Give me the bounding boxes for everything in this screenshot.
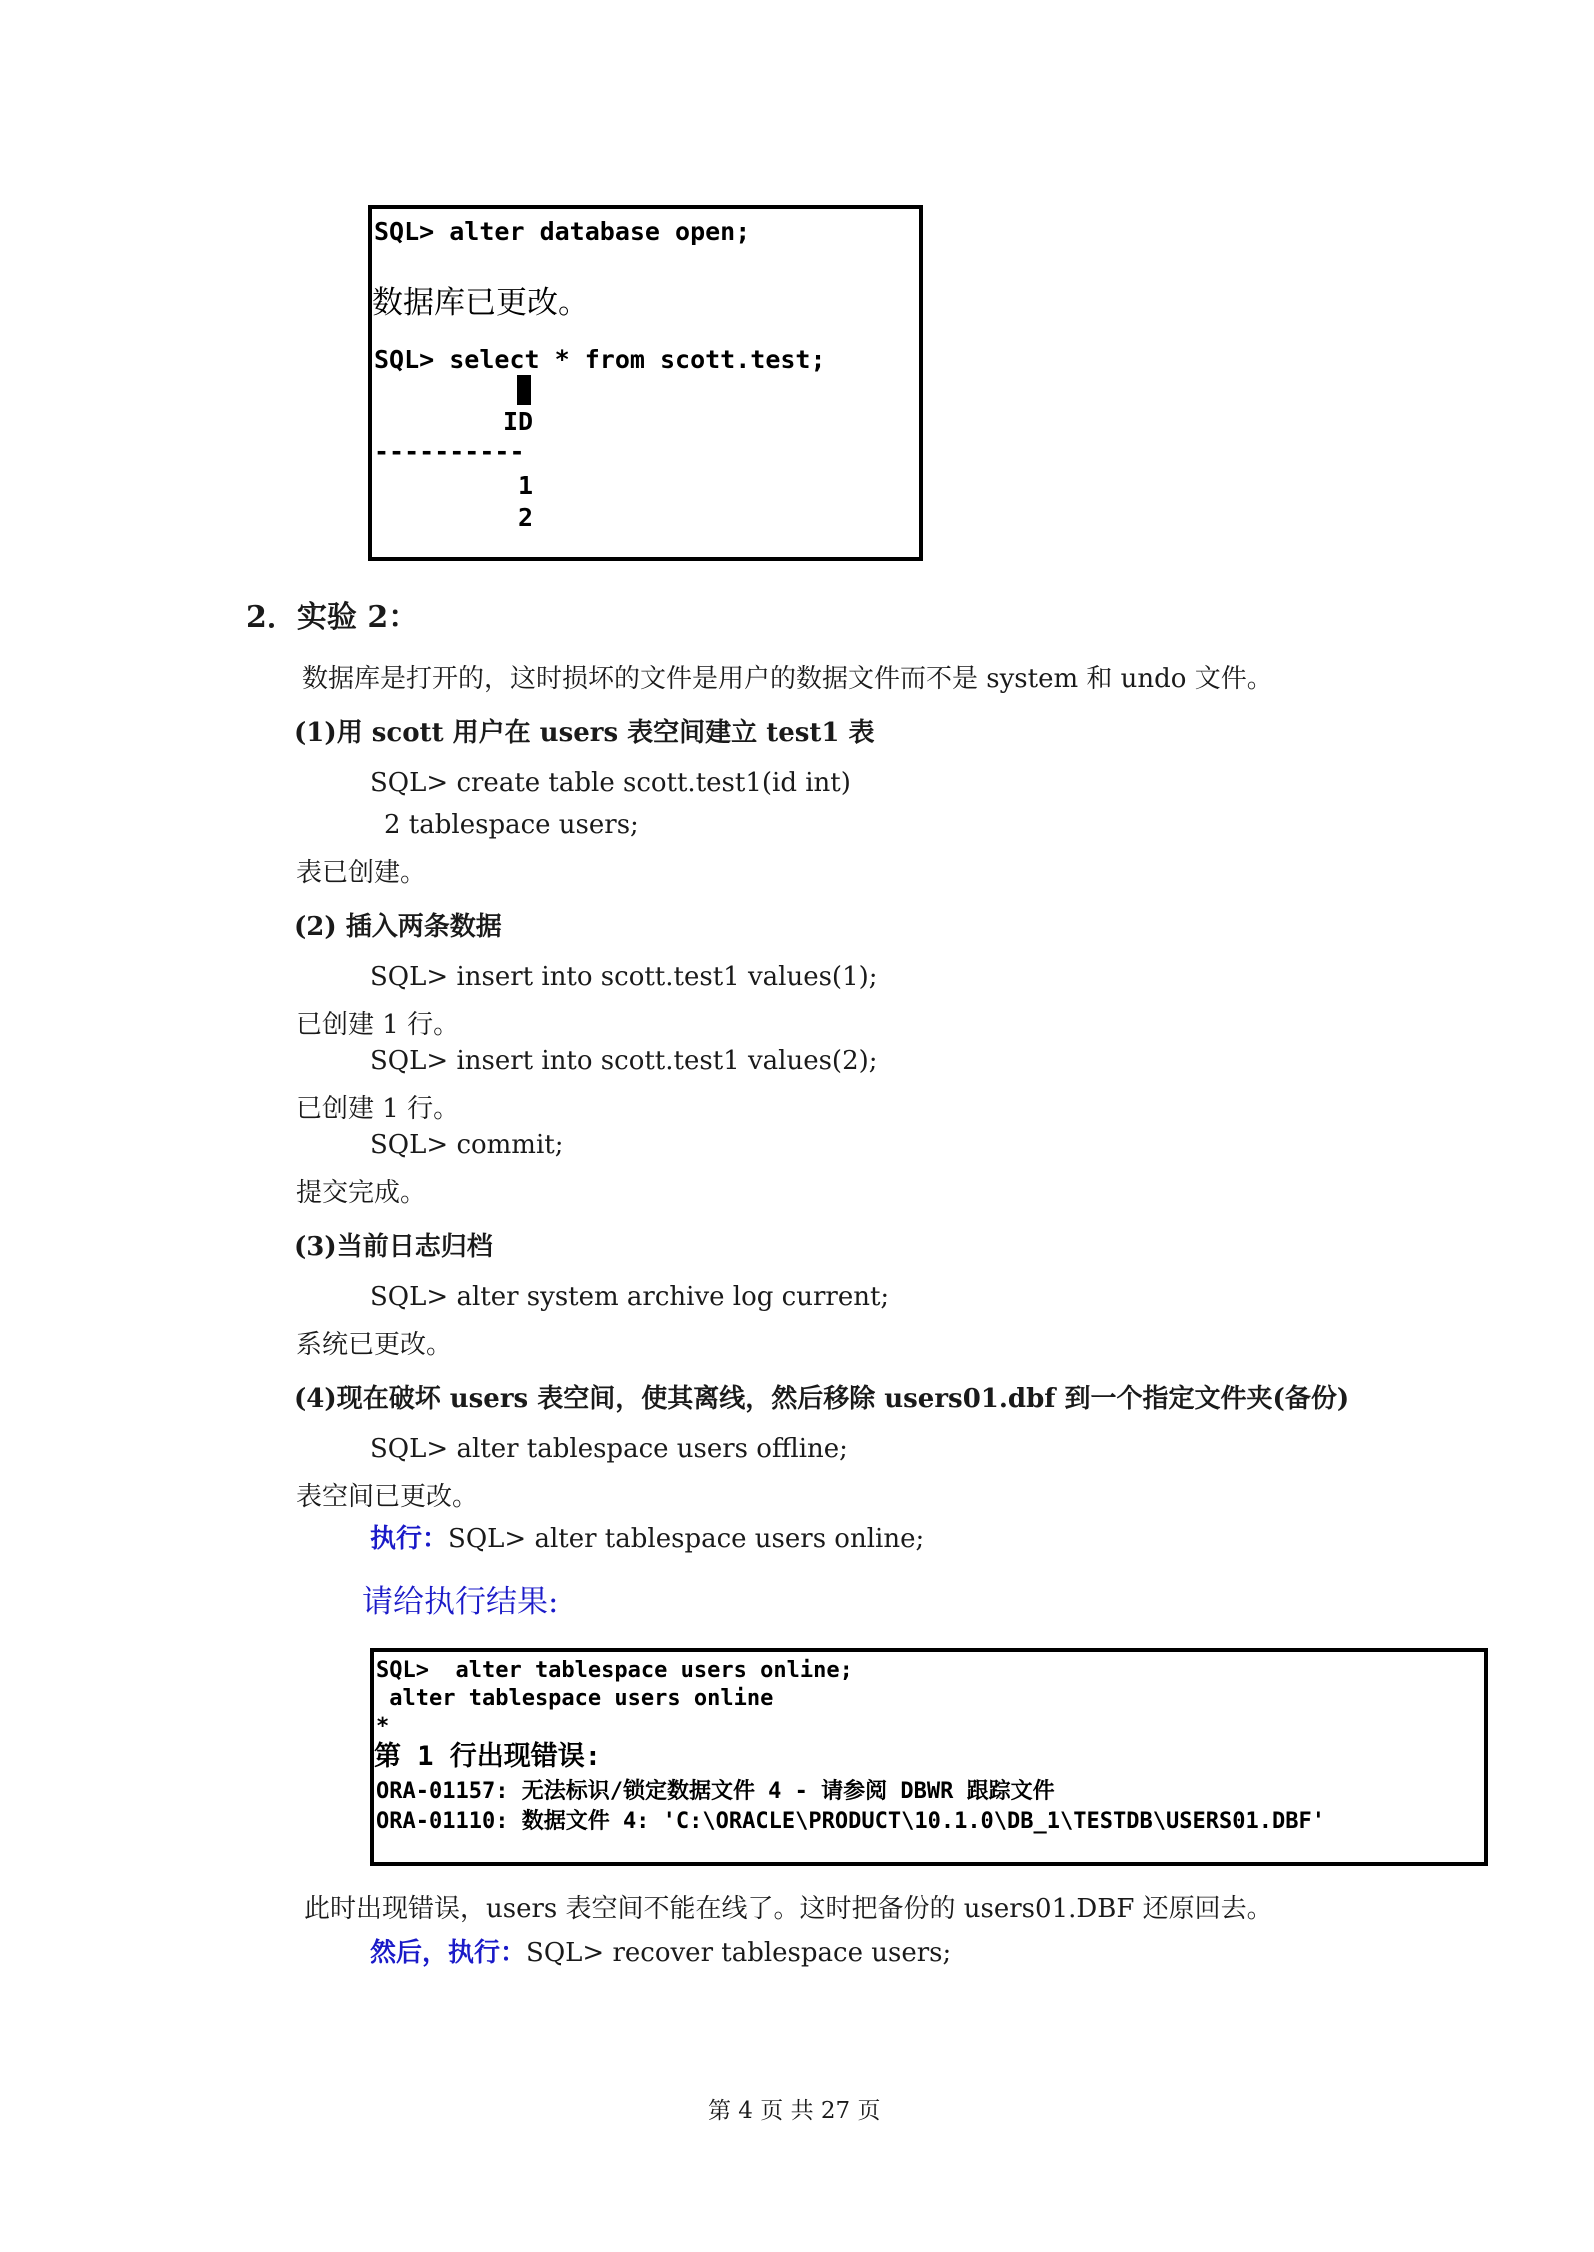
- result-row: 1: [518, 471, 534, 500]
- terminal-line: ORA-01157: 无法标识/锁定数据文件 4 - 请参阅 DBWR 跟踪文件: [376, 1779, 1055, 1804]
- terminal-line: SQL> alter tablespace users online;: [376, 1658, 853, 1683]
- exec-label: 执行：: [370, 1524, 449, 1554]
- step-title: (3)当前日志归档: [294, 1232, 493, 1262]
- then-label: 然后，执行：: [370, 1938, 527, 1968]
- sql-line: SQL> insert into scott.test1 values(1);: [370, 962, 878, 992]
- step-title: (1)用 scott 用户在 users 表空间建立 test1 表: [294, 718, 875, 748]
- sql-line: SQL> alter tablespace users offline;: [370, 1434, 848, 1464]
- then-sql: SQL> recover tablespace users;: [526, 1938, 952, 1968]
- page-footer: 第 4 页 共 27 页: [708, 2098, 881, 2124]
- after-error-paragraph: 此时出现错误，users 表空间不能在线了。这时把备份的 users01.DBF 还原回去。: [304, 1894, 1273, 1924]
- then-exec-line: [370, 1932, 951, 1969]
- section-heading: 2．实验 2：: [246, 600, 419, 635]
- result-column-header: ID: [503, 407, 534, 436]
- result-line: 表已创建。: [296, 858, 427, 888]
- terminal-line: *: [376, 1714, 390, 1739]
- step-title: (2) 插入两条数据: [294, 912, 502, 942]
- exec-line: [370, 1518, 924, 1555]
- terminal-line: alter tablespace users online: [376, 1686, 774, 1711]
- result-separator: ----------: [374, 437, 525, 466]
- terminal-screenshot-2: [370, 1648, 1488, 1866]
- cursor-block: [517, 375, 531, 405]
- intro-paragraph: 数据库是打开的，这时损坏的文件是用户的数据文件而不是 system 和 undo 文件。: [302, 664, 1273, 694]
- result-line: 已创建 1 行。: [296, 1094, 460, 1124]
- terminal-line: SQL> alter database open;: [374, 217, 751, 246]
- terminal-line: SQL> select * from scott.test;: [374, 345, 826, 374]
- sql-line: 2 tablespace users;: [384, 810, 639, 840]
- result-line: 提交完成。: [296, 1178, 427, 1208]
- sql-line: SQL> create table scott.test1(id int): [370, 768, 851, 798]
- step-title: (4)现在破坏 users 表空间，使其离线，然后移除 users01.dbf 到一个指定文件夹(备份): [294, 1384, 1350, 1414]
- sql-line: SQL> alter system archive log current;: [370, 1282, 890, 1312]
- ask-result-prompt: 请给执行结果:: [362, 1584, 559, 1620]
- sql-line: SQL> insert into scott.test1 values(2);: [370, 1046, 878, 1076]
- result-line: 表空间已更改。: [296, 1482, 479, 1512]
- result-line: 系统已更改。: [296, 1330, 453, 1360]
- terminal-line: 第 1 行出现错误:: [374, 1741, 602, 1772]
- terminal-screenshot-1: [368, 205, 923, 561]
- result-row: 2: [518, 503, 534, 532]
- result-line: 已创建 1 行。: [296, 1010, 460, 1040]
- terminal-line: ORA-01110: 数据文件 4: 'C:\ORACLE\PRODUCT\10.1.0\DB_1\TESTDB\USERS01.DBF': [376, 1809, 1325, 1834]
- sql-line: SQL> commit;: [370, 1130, 564, 1160]
- exec-sql: SQL> alter tablespace users online;: [448, 1524, 925, 1554]
- terminal-line: 数据库已更改。: [372, 285, 589, 321]
